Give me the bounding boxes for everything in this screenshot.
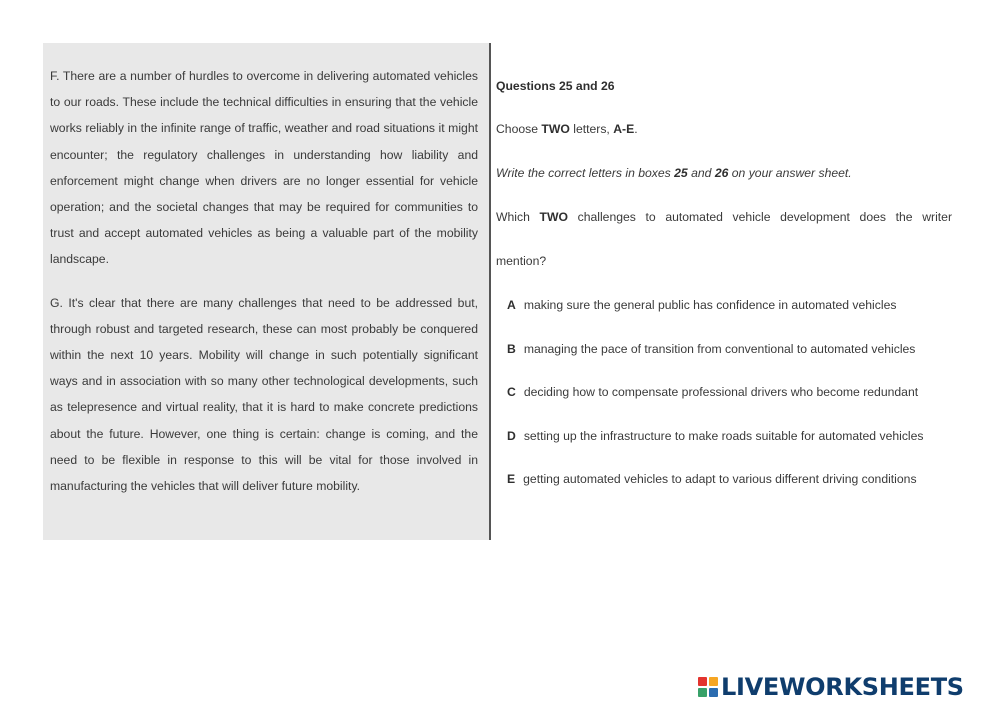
option-letter: A (507, 298, 516, 312)
questions-title: Questions 25 and 26 (496, 79, 615, 93)
option-a[interactable] (507, 298, 896, 312)
paragraph-g: G. It's clear that there are many challenges that need to be addressed but, through robust and targeted research, these can most probably be conquered within the next 10 years. Mobility will change in such potentially significant ways and in association with so many other technological developments, such as telepresence and virtual reality, that it is hard to make concrete predictions about the future. However, one thing is certain: change is coming, and the need to be flexible in response to this will be vital for those involved in manufacturing the vehicles that will deliver future mobility. (50, 295, 478, 494)
question-stem-line2: mention? (496, 254, 547, 268)
liveworksheets-logo[interactable] (698, 672, 964, 702)
option-b[interactable] (507, 342, 915, 356)
column-divider (489, 43, 491, 540)
option-letter: B (507, 342, 516, 356)
option-text: setting up the infrastructure to make roads suitable for automated vehicles (523, 429, 924, 443)
logo-blocks-icon (698, 677, 718, 697)
option-text: managing the pace of transition from conventional to automated vehicles (523, 342, 916, 356)
reading-passage (43, 43, 490, 540)
option-e[interactable] (507, 472, 917, 486)
option-letter: D (507, 429, 516, 443)
brand-name: LIVEWORKSHEETS (721, 673, 964, 701)
paragraph-f: F. There are a number of hurdles to overcome in delivering automated vehicles to our roads. These include the technical difficulties in ensuring that the vehicle works reliably in the infinite range of traffic, weather and road situations it might encounter; the regulatory challenges in understanding how liability and enforcement might change when drivers are no longer essential for vehicle operation; and the societal changes that may be required for communities to trust and accept automated vehicles as being a valuable part of the mobility landscape. (50, 69, 478, 267)
option-c[interactable] (507, 385, 918, 399)
write-instruction: Write the correct letters in boxes 25 and 26 on your answer sheet. (496, 166, 852, 180)
option-d[interactable] (507, 429, 924, 443)
choose-instruction: Choose TWO letters, A-E. (496, 122, 638, 136)
option-text: getting automated vehicles to adapt to various different driving conditions (523, 472, 917, 486)
option-letter: E (507, 472, 516, 486)
option-text: deciding how to compensate professional drivers who become redundant (523, 385, 919, 399)
option-text: making sure the general public has confidence in automated vehicles (523, 298, 897, 312)
option-letter: C (507, 385, 516, 399)
question-stem: Which TWO challenges to automated vehicle development does the writer (496, 210, 952, 224)
